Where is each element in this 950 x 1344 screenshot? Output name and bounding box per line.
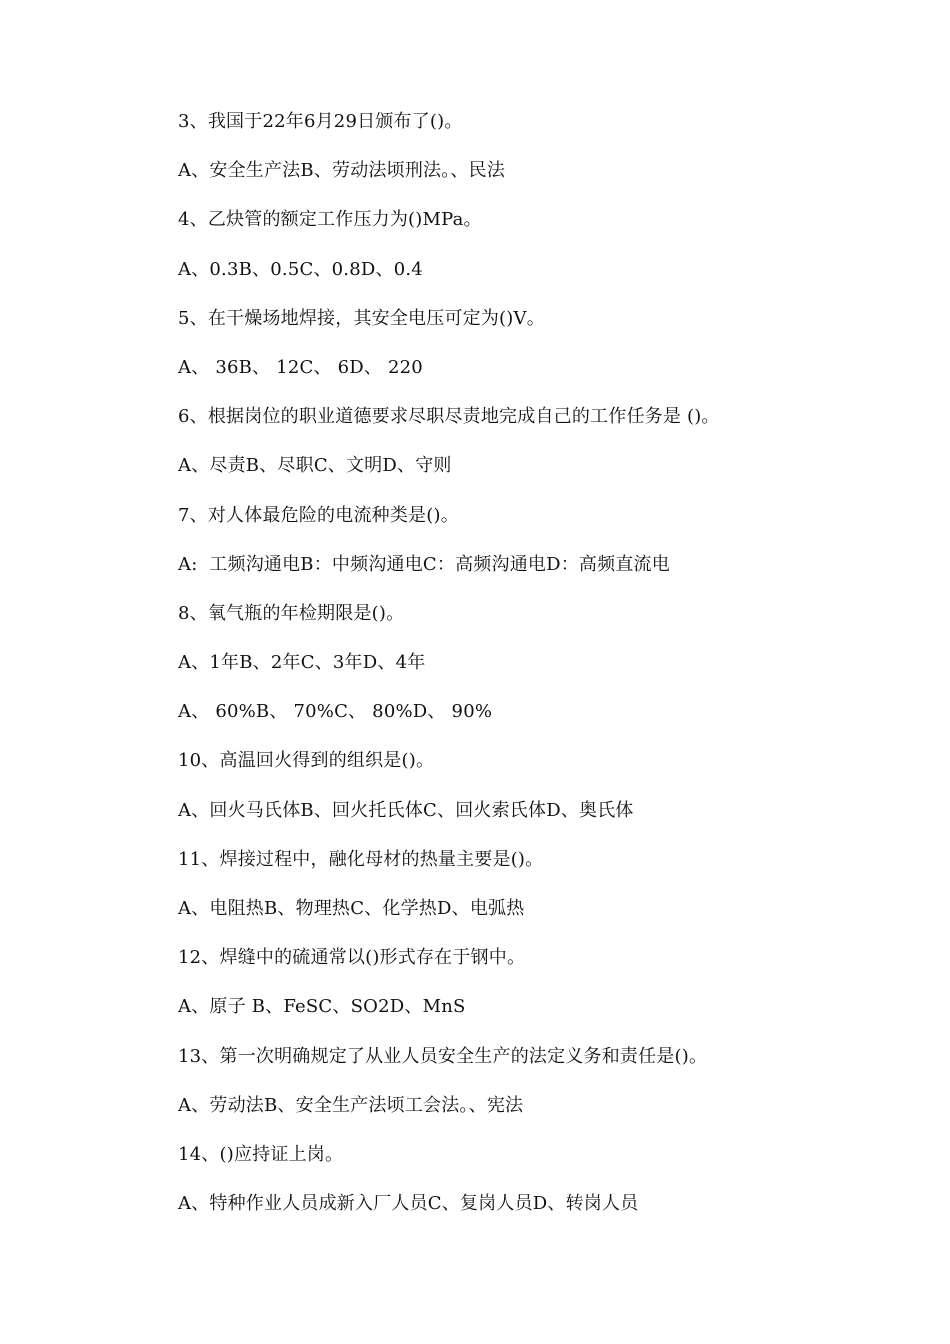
question-12: 12、焊缝中的硫通常以()形式存在于钢中。 bbox=[178, 947, 526, 969]
answer-options-10: A、回火马氏体B、回火托氏体C、回火索氏体D、奥氏体 bbox=[178, 799, 634, 821]
question-4: 4、乙炔管的额定工作压力为()MPa。 bbox=[178, 209, 482, 231]
answer-options-14: A、特种作业人员成新入厂人员C、复岗人员D、转岗人员 bbox=[178, 1193, 639, 1215]
question-8: 8、氧气瓶的年检期限是()。 bbox=[178, 602, 405, 624]
question-5: 5、在干燥场地焊接，其安全电压可定为()V。 bbox=[178, 307, 545, 329]
answer-options-8: A、1年B、2年C、3年D、4年 bbox=[178, 652, 426, 674]
question-6: 6、根据岗位的职业道德要求尽职尽责地完成自己的工作任务是 ()。 bbox=[178, 406, 720, 428]
question-list bbox=[178, 104, 918, 1235]
answer-options-13: A、劳动法B、安全生产法顷工会法。、宪法 bbox=[178, 1094, 524, 1116]
question-7: 7、对人体最危险的电流种类是()。 bbox=[178, 504, 459, 526]
answer-options-9: A、 60%B、 70%C、 80%D、 90% bbox=[178, 701, 493, 723]
answer-options-12: A、原子 B、FeSC、SO2D、MnS bbox=[178, 996, 466, 1018]
answer-options-3: A、安全生产法B、劳动法顷刑法。、民法 bbox=[178, 160, 506, 182]
question-10: 10、高温回火得到的组织是()。 bbox=[178, 750, 435, 772]
answer-options-6: A、尽责B、尽职C、文明D、守则 bbox=[178, 455, 452, 477]
question-13: 13、第一次明确规定了从业人员安全生产的法定义务和责任是()。 bbox=[178, 1045, 708, 1067]
question-14: 14、()应持证上岗。 bbox=[178, 1143, 344, 1165]
question-11: 11、焊接过程中，融化母材的热量主要是()。 bbox=[178, 848, 544, 870]
question-3: 3、我国于22年6月29日颁布了()。 bbox=[178, 111, 463, 132]
answer-options-4: A、0.3B、0.5C、0.8D、0.4 bbox=[178, 258, 423, 280]
answer-options-5: A、 36B、 12C、 6D、 220 bbox=[178, 356, 423, 378]
answer-options-11: A、电阻热B、物理热C、化学热D、电弧热 bbox=[178, 898, 525, 919]
answer-options-7: A: 工频沟通电B：中频沟通电C：高频沟通电D：高频直流电 bbox=[178, 553, 670, 575]
